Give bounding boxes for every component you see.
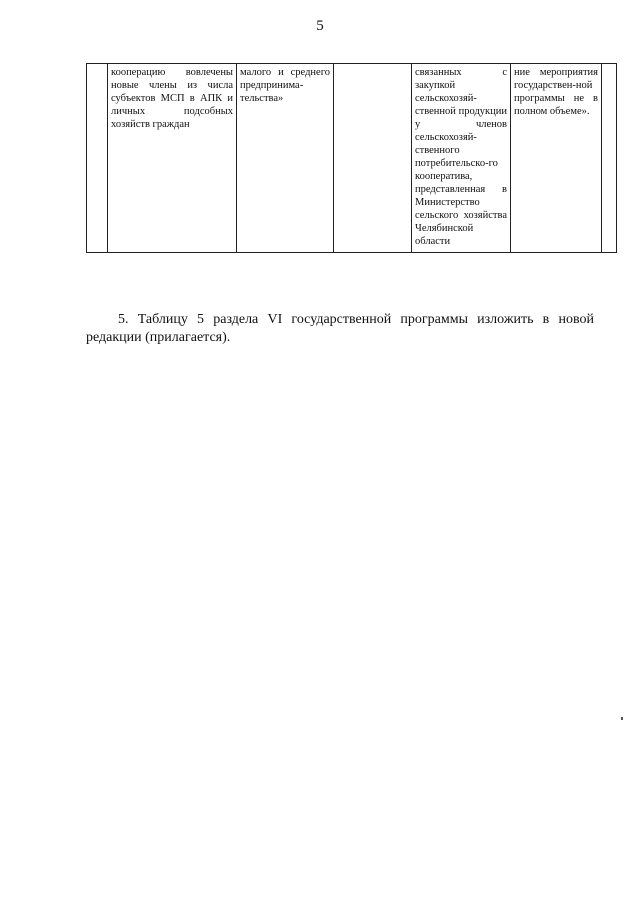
continuation-table xyxy=(86,63,617,253)
table-cell-source: связанных с закупкой сельскохозяй-ственной продукции у членов сельскохозяй-ственного потребительско-го кооператива, представленная в Министерство сельского хозяйства Челябинской области xyxy=(412,64,511,253)
table-cell-empty xyxy=(334,64,412,253)
table-cell-note: ние мероприятия государствен-ной программы не в полном объеме». xyxy=(511,64,602,253)
page-number: 5 xyxy=(316,18,324,34)
table-cell-subject: малого и среднего предпринима-тельства» xyxy=(237,64,334,253)
amendment-paragraph: 5. Таблицу 5 раздела VI государственной программы изложить в новой редакции (прилагается). xyxy=(86,312,594,345)
table-cell-number xyxy=(87,64,108,253)
table-cell-indicator: кооперацию вовлечены новые члены из числа субъектов МСП в АПК и личных подсобных хозяйств граждан xyxy=(108,64,237,253)
table-cell-last xyxy=(602,64,617,253)
margin-mark xyxy=(621,717,623,720)
table-row xyxy=(87,64,617,253)
